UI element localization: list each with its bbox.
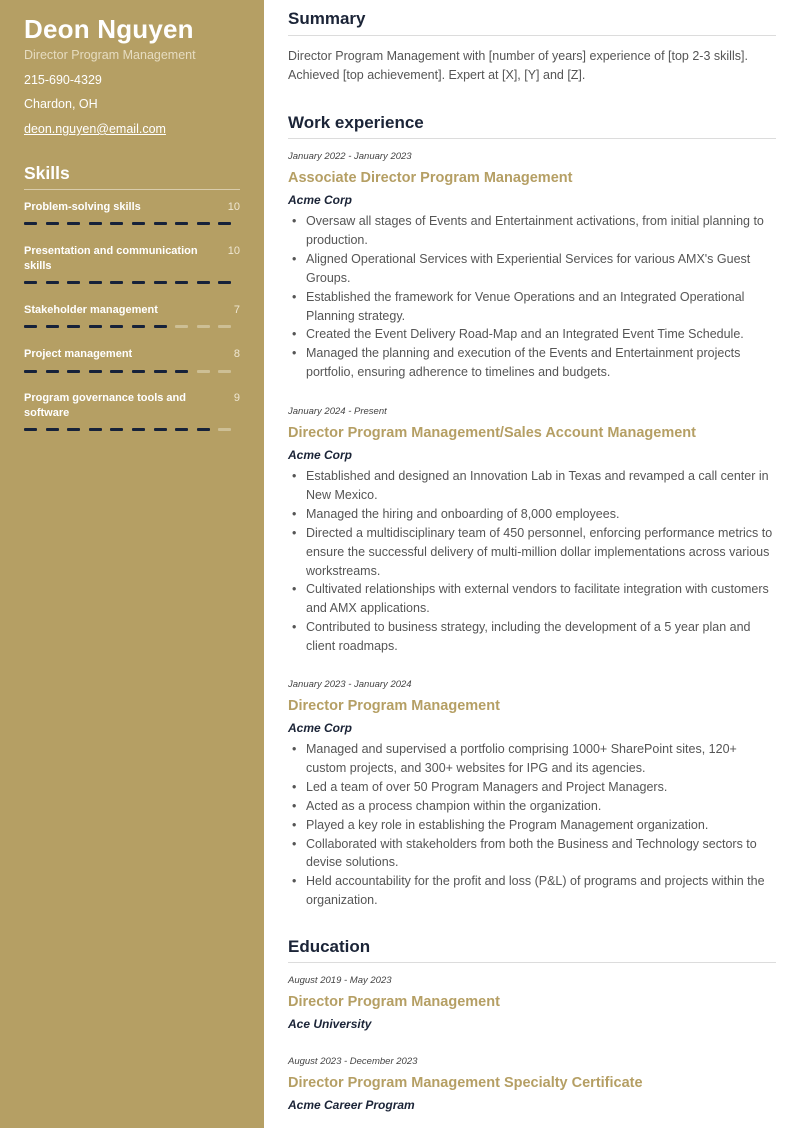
skill-level-bar — [24, 222, 240, 225]
skill-dash-filled — [154, 222, 167, 225]
skill-level-bar — [24, 325, 240, 328]
skill-dash-filled — [197, 222, 210, 225]
skill-dash-filled — [24, 428, 37, 431]
skill-dash-empty — [218, 428, 231, 431]
skill-dash-filled — [175, 370, 188, 373]
list-item: • Held accountability for the profit and loss (P&L) of programs and projects within the organization. — [288, 872, 776, 910]
list-item: • Established and designed an Innovation Lab in Texas and revamped a call center in New Mexico. — [288, 467, 776, 505]
job-bullets — [288, 740, 776, 910]
list-item: • Managed the hiring and onboarding of 8,000 employees. — [288, 505, 776, 524]
job-title: Director Program Management/Sales Account Management — [288, 425, 696, 441]
skill-dash-filled — [132, 281, 145, 284]
job-company: Acme Corp — [288, 193, 353, 207]
skill-dash-filled — [110, 281, 123, 284]
skill-dash-filled — [197, 281, 210, 284]
job-date: January 2024 - Present — [288, 406, 387, 417]
list-item: • Managed and supervised a portfolio comprising 1000+ SharePoint sites, 120+ custom projects, and 300+ websites for IPG and its agencies. — [288, 740, 776, 778]
skill-dash-filled — [197, 428, 210, 431]
skill-dash-filled — [89, 222, 102, 225]
list-item: • Acted as a process champion within the organization. — [288, 797, 776, 816]
job-title: Associate Director Program Management — [288, 170, 573, 186]
skill-name: Program governance tools and software — [24, 392, 186, 419]
list-item: • Aligned Operational Services with Experiential Services for various AMX's Guest Groups. — [288, 250, 776, 288]
skill-item — [24, 200, 240, 215]
skill-dash-filled — [154, 281, 167, 284]
job-date: January 2023 - January 2024 — [288, 679, 412, 690]
skill-dash-filled — [175, 281, 188, 284]
skill-dash-filled — [24, 281, 37, 284]
job-title: Director Program Management — [288, 698, 500, 714]
skill-value: 9 — [233, 392, 240, 404]
skill-value: 10 — [227, 201, 240, 213]
skill-dash-filled — [67, 281, 80, 284]
skill-dash-filled — [24, 370, 37, 373]
candidate-title: Director Program Management — [24, 48, 196, 62]
job-bullets — [288, 467, 776, 656]
job-company: Acme Corp — [288, 721, 353, 735]
skill-dash-filled — [89, 370, 102, 373]
skill-item — [24, 244, 240, 273]
job-company: Acme Corp — [288, 448, 353, 462]
job-bullets — [288, 212, 776, 382]
email-link[interactable]: deon.nguyen@email.com — [24, 122, 166, 136]
skill-dash-filled — [218, 281, 231, 284]
skill-dash-filled — [132, 370, 145, 373]
list-item: • Established the framework for Venue Operations and an Integrated Operational Planning strategy. — [288, 288, 776, 326]
skill-dash-filled — [175, 428, 188, 431]
skill-value: 7 — [233, 304, 240, 316]
skill-dash-empty — [218, 370, 231, 373]
list-item: • Oversaw all stages of Events and Entertainment activations, from initial planning to production. — [288, 212, 776, 250]
list-item: • Played a key role in establishing the Program Management organization. — [288, 816, 776, 835]
summary-divider — [288, 35, 776, 36]
skill-dash-filled — [89, 281, 102, 284]
skill-dash-filled — [46, 281, 59, 284]
list-item: • Directed a multidisciplinary team of 450 personnel, enforcing performance metrics to ensure the successful delivery of multi-million dollar implementations across various workstreams. — [288, 524, 776, 581]
skill-dash-filled — [218, 222, 231, 225]
work-heading: Work experience — [288, 113, 424, 132]
list-item: • Contributed to business strategy, including the development of a 5 year plan and client roadmaps. — [288, 618, 776, 656]
skills-heading: Skills — [24, 163, 70, 183]
list-item: • Managed the planning and execution of the Events and Entertainment projects portfolio, ensuring adherence to timelines and budgets. — [288, 344, 776, 382]
skill-dash-filled — [46, 428, 59, 431]
list-item: • Led a team of over 50 Program Managers and Project Managers. — [288, 778, 776, 797]
skill-name: Presentation and communication skills — [24, 245, 198, 272]
education-degree: Director Program Management Specialty Certificate — [288, 1075, 643, 1091]
skill-dash-filled — [89, 325, 102, 328]
skill-dash-filled — [46, 370, 59, 373]
skill-dash-filled — [132, 325, 145, 328]
skill-dash-filled — [89, 428, 102, 431]
education-school: Acme Career Program — [288, 1098, 415, 1112]
skill-name: Stakeholder management — [24, 304, 158, 316]
summary-heading: Summary — [288, 9, 366, 28]
skill-dash-filled — [67, 370, 80, 373]
education-divider — [288, 962, 776, 963]
location: Chardon, OH — [24, 97, 98, 111]
skill-level-bar — [24, 370, 240, 373]
skill-level-bar — [24, 428, 240, 431]
skill-value: 10 — [227, 245, 240, 257]
skill-dash-empty — [175, 325, 188, 328]
skill-dash-filled — [67, 325, 80, 328]
skill-dash-filled — [46, 222, 59, 225]
education-date: August 2019 - May 2023 — [288, 975, 392, 986]
skill-value: 8 — [233, 348, 240, 360]
skill-dash-filled — [175, 222, 188, 225]
job-date: January 2022 - January 2023 — [288, 151, 412, 162]
skill-dash-filled — [67, 222, 80, 225]
list-item: • Cultivated relationships with external vendors to facilitate integration with customers and AMX applications. — [288, 580, 776, 618]
skill-dash-empty — [218, 325, 231, 328]
skill-dash-empty — [197, 370, 210, 373]
work-divider — [288, 138, 776, 139]
skill-dash-filled — [110, 325, 123, 328]
skill-item — [24, 391, 240, 420]
skill-dash-filled — [24, 325, 37, 328]
skill-item — [24, 303, 240, 318]
skill-dash-filled — [110, 222, 123, 225]
skill-name: Project management — [24, 348, 133, 360]
candidate-name: Deon Nguyen — [24, 14, 194, 44]
skill-dash-empty — [197, 325, 210, 328]
skill-dash-filled — [154, 370, 167, 373]
skill-item — [24, 347, 240, 362]
skill-dash-filled — [67, 428, 80, 431]
skill-dash-filled — [132, 428, 145, 431]
skill-dash-filled — [110, 370, 123, 373]
skill-level-bar — [24, 281, 240, 284]
list-item: • Collaborated with stakeholders from both the Business and Technology sectors to devise solutions. — [288, 835, 776, 873]
education-heading: Education — [288, 937, 371, 956]
skill-dash-filled — [110, 428, 123, 431]
education-school: Ace University — [288, 1017, 372, 1031]
skills-divider — [24, 189, 240, 190]
education-date: August 2023 - December 2023 — [288, 1056, 418, 1067]
skill-dash-filled — [154, 428, 167, 431]
sidebar — [0, 0, 264, 1128]
skill-dash-filled — [46, 325, 59, 328]
skill-dash-filled — [154, 325, 167, 328]
skill-dash-filled — [132, 222, 145, 225]
summary-text: Director Program Management with [number of years] experience of [top 2-3 skills]. Achieved [top achievement]. Expert at [X], [Y] and [Z]. — [288, 49, 748, 82]
phone-number: 215-690-4329 — [24, 73, 102, 87]
list-item: • Created the Event Delivery Road-Map and an Integrated Event Time Schedule. — [288, 325, 776, 344]
skill-name: Problem-solving skills — [24, 201, 141, 213]
education-degree: Director Program Management — [288, 994, 500, 1010]
skill-dash-filled — [24, 222, 37, 225]
